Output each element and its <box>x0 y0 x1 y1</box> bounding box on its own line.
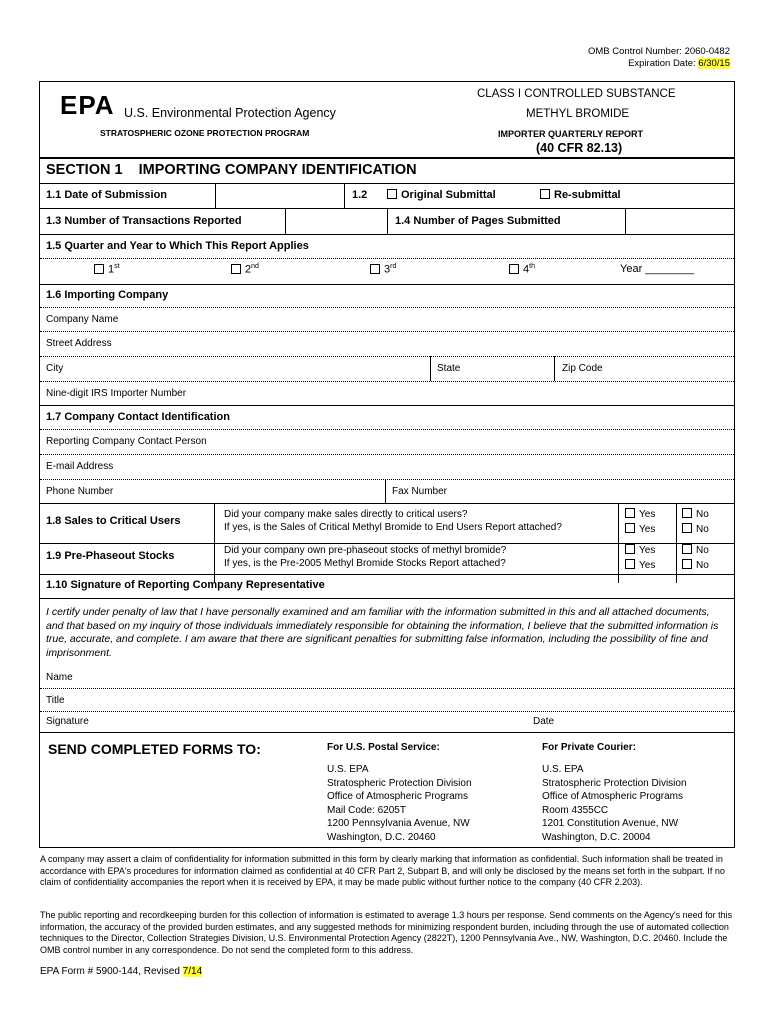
label-pages: 1.4 Number of Pages Submitted <box>395 215 561 227</box>
contact-person-field[interactable]: Reporting Company Contact Person <box>46 436 207 447</box>
confidentiality-notice: A company may assert a claim of confidentiality for information submitted in this form by clearly marking that information as confidential. Such information shall be treated in accordance with EPA's procedures for information claimed as confidential at 40 CFR Part 2, Subpart B, and will only be disclosed by the means set forth in the subpart. If no claim of confidentiality accompanies the report when it is received by EPA, it may be made public without further notice to the company (40 CFR 2.203). <box>40 854 725 887</box>
label-transactions: 1.3 Number of Transactions Reported <box>46 215 242 227</box>
label-quarter-year: 1.5 Quarter and Year to Which This Report Applies <box>46 240 309 252</box>
postal-line: U.S. EPA <box>327 764 369 775</box>
yes-1-9b-checkbox[interactable]: Yes <box>625 559 655 571</box>
postal-line: Stratospheric Protection Division <box>327 777 472 789</box>
email-field[interactable]: E-mail Address <box>46 461 114 472</box>
checkbox-icon <box>509 264 519 274</box>
expiration-date: 6/30/15 <box>698 58 730 69</box>
checkbox-icon <box>231 264 241 274</box>
question-1-9b: If yes, is the Pre-2005 Methyl Bromide Stocks Report attached? <box>224 558 506 569</box>
cfr-citation: (40 CFR 82.13) <box>536 141 623 155</box>
courier-line: Room 4355CC <box>542 804 609 816</box>
yes-1-8a-checkbox[interactable]: Yes <box>625 508 655 520</box>
omb-info <box>588 46 730 70</box>
checkbox-icon <box>625 544 635 554</box>
checkbox-icon <box>370 264 380 274</box>
postal-line: 1200 Pennsylvania Avenue, NW <box>327 818 470 829</box>
checkbox-icon <box>625 559 635 569</box>
city-field[interactable]: City <box>46 363 64 374</box>
courier-line: 1201 Constitution Avenue, NW <box>542 818 679 829</box>
form-number: EPA Form # 5900-144, Revised 7/14 <box>40 966 203 977</box>
resubmittal-checkbox[interactable]: Re-submittal <box>540 189 621 201</box>
checkbox-icon <box>682 544 692 554</box>
state-field[interactable]: State <box>437 363 461 374</box>
certification-statement: I certify under penalty of law that I have personally examined and am familiar with the information submitted in this and all attached documents, and that based on my inquiry of those individuals immediately responsible for obtaining the information, I believe that the submitted information is true, accurate, and complete. I am aware that there are significant penalties for submitting false information, including the possibility of fine and imprisonment. <box>46 606 719 659</box>
checkbox-icon <box>625 508 635 518</box>
name-field[interactable]: Name <box>46 672 73 683</box>
class-line: CLASS I CONTROLLED SUBSTANCE <box>477 88 676 100</box>
title-field[interactable]: Title <box>46 695 65 706</box>
checkbox-icon <box>682 559 692 569</box>
no-1-9a-checkbox[interactable]: No <box>682 544 709 556</box>
label-sales-critical: 1.8 Sales to Critical Users <box>46 515 181 527</box>
program-name: STRATOSPHERIC OZONE PROTECTION PROGRAM <box>100 128 310 138</box>
checkbox-icon <box>625 523 635 533</box>
label-date-submission: 1.1 Date of Submission <box>46 189 168 201</box>
label-importing-company: 1.6 Importing Company <box>46 289 169 301</box>
question-1-8a: Did your company make sales directly to critical users? <box>224 509 468 520</box>
postal-heading: For U.S. Postal Service: <box>327 742 440 753</box>
postal-line: Mail Code: 6205T <box>327 804 406 816</box>
signature-field[interactable]: Signature <box>46 716 89 727</box>
epa-logo: EPA <box>60 90 115 120</box>
courier-line: U.S. EPA <box>542 764 584 775</box>
year-field[interactable]: Year ________ <box>620 263 695 275</box>
report-title: IMPORTER QUARTERLY REPORT <box>498 129 644 139</box>
checkbox-icon <box>682 508 692 518</box>
courier-address <box>542 763 687 844</box>
burden-statement: The public reporting and recordkeeping burden for this collection of information is estimated to average 1.3 hours per response. Send comments on the Agency's need for this information, the accuracy of the provided burden estimates, and any suggested methods for minimizing respondent burden, including through the use of automated collection techniques to the Director, Collection Strategies Division, U.S. Environmental Protection Agency (2822T), 1200 Pennsylvania Ave., NW, Washington, D.C. 20460. Include the OMB control number in any correspondence. Do not send the completed form to this address. <box>40 910 733 955</box>
agency-name: U.S. Environmental Protection Agency <box>124 106 336 120</box>
question-1-9a: Did your company own pre-phaseout stocks of methyl bromide? <box>224 545 507 556</box>
date-field[interactable]: Date <box>533 716 555 727</box>
label-pre-phaseout: 1.9 Pre-Phaseout Stocks <box>46 550 175 562</box>
substance: METHYL BROMIDE <box>526 108 630 120</box>
no-1-8a-checkbox[interactable]: No <box>682 508 709 520</box>
yes-1-8b-checkbox[interactable]: Yes <box>625 523 655 535</box>
checkbox-icon <box>94 264 104 274</box>
no-1-8b-checkbox[interactable]: No <box>682 523 709 535</box>
section-title: SECTION 1 IMPORTING COMPANY IDENTIFICATION <box>46 162 417 178</box>
courier-heading: For Private Courier: <box>542 742 636 753</box>
quarter-3-checkbox[interactable]: 3rd <box>370 263 396 276</box>
courier-line: Stratospheric Protection Division <box>542 777 687 789</box>
original-submittal-checkbox[interactable]: Original Submittal <box>387 189 496 201</box>
company-name-field[interactable]: Company Name <box>46 314 119 325</box>
phone-field[interactable]: Phone Number <box>46 486 114 497</box>
label-contact-identification: 1.7 Company Contact Identification <box>46 411 230 423</box>
checkbox-icon <box>387 189 397 199</box>
expiration: Expiration Date: 6/30/15 <box>628 58 730 69</box>
quarter-4-checkbox[interactable]: 4th <box>509 263 535 276</box>
question-1-8b: If yes, is the Sales of Critical Methyl Bromide to End Users Report attached? <box>224 522 562 533</box>
street-address-field[interactable]: Street Address <box>46 338 112 349</box>
label-signature-section: 1.10 Signature of Reporting Company Representative <box>46 579 325 591</box>
quarter-1-checkbox[interactable]: 1st <box>94 263 120 276</box>
postal-line: Office of Atmospheric Programs <box>327 791 468 802</box>
revision-date: 7/14 <box>182 966 203 977</box>
checkbox-icon <box>540 189 550 199</box>
quarter-2-checkbox[interactable]: 2nd <box>231 263 259 276</box>
zip-code-field[interactable]: Zip Code <box>562 363 603 374</box>
omb-control-number: OMB Control Number: 2060-0482 <box>587 46 730 57</box>
checkbox-icon <box>682 523 692 533</box>
fax-field[interactable]: Fax Number <box>392 486 448 497</box>
send-heading: SEND COMPLETED FORMS TO: <box>48 741 261 757</box>
label-1-2: 1.2 <box>352 189 368 201</box>
courier-line: Office of Atmospheric Programs <box>542 791 683 802</box>
irs-number-field[interactable]: Nine-digit IRS Importer Number <box>46 388 187 399</box>
courier-line: Washington, D.C. 20004 <box>542 831 651 843</box>
methyl-bromide-form <box>39 81 735 848</box>
yes-1-9a-checkbox[interactable]: Yes <box>625 544 655 556</box>
postal-address <box>327 763 472 844</box>
no-1-9b-checkbox[interactable]: No <box>682 559 709 571</box>
postal-line: Washington, D.C. 20460 <box>327 831 436 843</box>
